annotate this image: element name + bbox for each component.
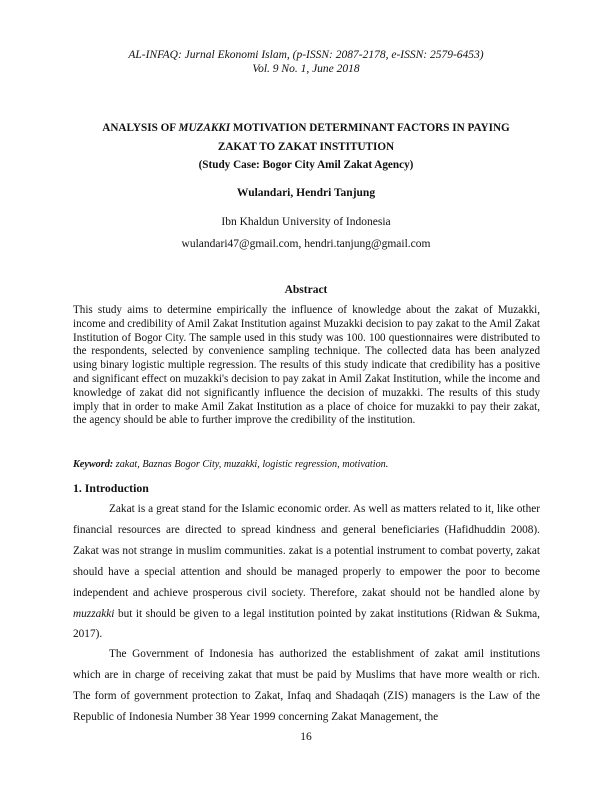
- paper-subtitle: (Study Case: Bogor City Amil Zakat Agency): [198, 159, 414, 171]
- abstract-text: This study aims to determine empirically the influence of knowledge about the zakat of Muzakki, income and credibility of Amil Zakat Institution against Muzakki decision to pay zakat to the Amil Zakat Institution of Bogor City. The sample used in this study was 100. 100 questionnaires were distributed to the respondents, selected by convenience sampling technique. The collected data has been analyzed using binary logistic multiple regression. The results of this study indicate that credibility has a positive and significant effect on muzakki's decision to pay zakat in Amil Zakat Institution, while the income and knowledge of zakat did not significantly influence the decision of muzakki. The results of this study imply that in order to make Amil Zakat Institution as a place of choice for muzakki to pay their zakat, the agency should be able to further improve the credibility of the institution.: [73, 304, 540, 427]
- intro-paragraph-2: The Government of Indonesia has authorized the establishment of zakat amil institutions which are in charge of receiving zakat that must be paid by Muslims that have more wealth or rich. The form of government protection to Zakat, Infaq and Shadaqah (ZIS) managers is the Law of the Republic of Indonesia Number 38 Year 1999 concerning Zakat Management, the: [73, 648, 540, 723]
- title-pre: ANALYSIS OF: [102, 122, 179, 134]
- paper-title-line2: ZAKAT TO ZAKAT INSTITUTION: [217, 141, 395, 153]
- title-post: MOTIVATION DETERMINANT FACTORS IN PAYING: [230, 122, 510, 134]
- journal-header-line1: AL-INFAQ: Jurnal Ekonomi Islam, (p-ISSN: 2087-2178, e-ISSN: 2579-6453): [128, 49, 484, 61]
- journal-header-line2: Vol. 9 No. 1, June 2018: [252, 63, 360, 75]
- authors: Wulandari, Hendri Tanjung: [236, 187, 376, 199]
- affiliation: Ibn Khaldun University of Indonesia: [221, 216, 391, 228]
- author-emails: wulandari47@gmail.com, hendri.tanjung@gmail.com: [181, 238, 431, 250]
- p1-italic: muzzakki: [73, 607, 115, 620]
- keywords-text: zakat, Baznas Bogor City, muzakki, logistic regression, motivation.: [113, 459, 389, 470]
- keywords-label: Keyword:: [73, 459, 114, 470]
- abstract-heading: Abstract: [284, 284, 328, 296]
- intro-paragraph-1: [73, 499, 540, 645]
- paper-title-line1: [40, 121, 572, 135]
- page-number: 16: [300, 731, 312, 743]
- p1-text-b: but it should be given to a legal institution pointed by zakat institutions (Ridwan & Sukma, 2017).: [73, 607, 540, 641]
- keywords: [73, 459, 540, 470]
- title-italic: MUZAKKI: [178, 122, 231, 134]
- p1-text-a: Zakat is a great stand for the Islamic economic order. As well as matters related to it, like other financial resources are directed to spread kindness and general beneficiaries (Hafidhuddin 2008). Zakat was not strange in muslim communities. zakat is a potential instrument to combat poverty, zakat should have a special attention and should be managed properly to empower the poor to become independent and achieve prosperous civil society. Therefore, zakat should not be handled alone by: [73, 503, 540, 599]
- section-heading-introduction: 1. Introduction: [73, 481, 149, 495]
